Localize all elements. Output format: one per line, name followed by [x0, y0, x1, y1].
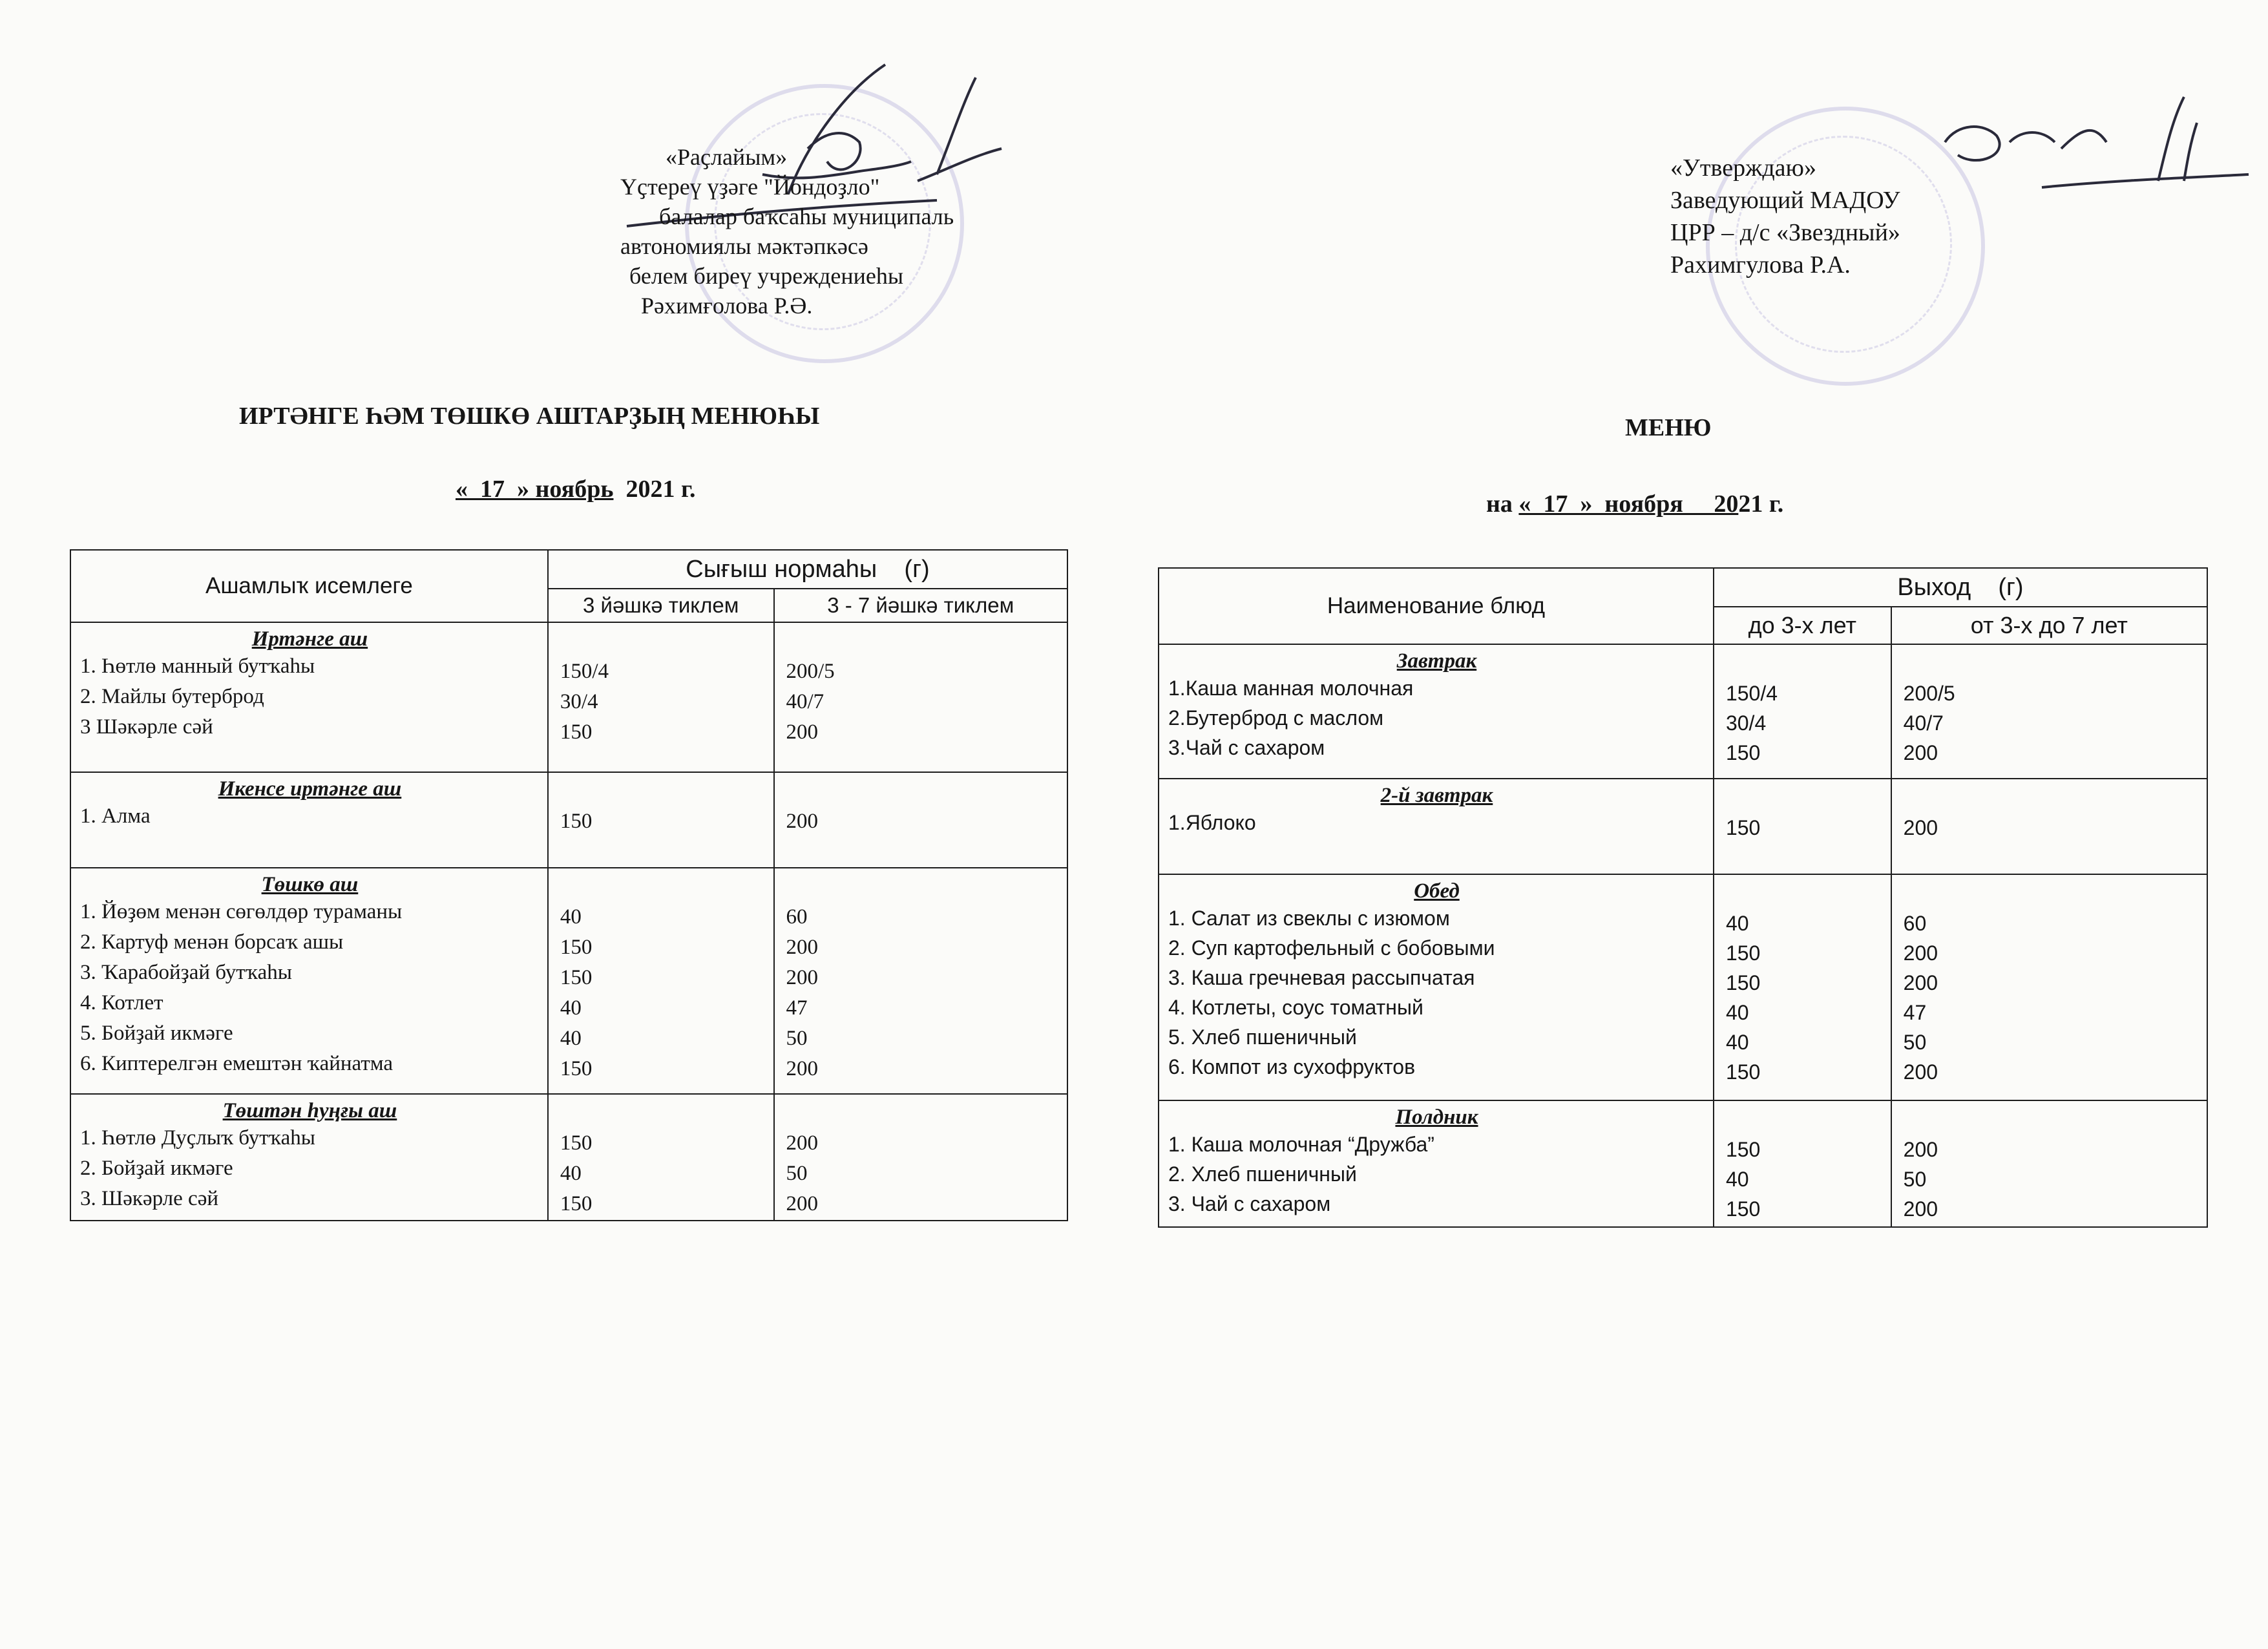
dish-item: 1. Каша молочная “Дружба” [1168, 1133, 1434, 1156]
meal-section-title: Обед [1414, 879, 1460, 903]
portion-value: 60 [1903, 912, 1927, 935]
date-year: г. [1763, 490, 1784, 518]
dish-cell [1159, 874, 1714, 1100]
approval-block-right [1670, 152, 1900, 281]
portion-value: 150 [560, 1057, 593, 1080]
portion-value: 50 [786, 1162, 808, 1185]
approval-line: Үҫтереү үҙәге "Йондоҙло" [620, 174, 880, 200]
portion-cell-b [774, 622, 1068, 772]
portion-value: 150 [1725, 1138, 1761, 1161]
approval-line: «Раҫлайым» [666, 144, 788, 170]
col-header-dish: Ашамлыҡ исемлеге [70, 550, 548, 622]
col-header-age-b: от 3-х до 7 лет [1891, 607, 2207, 644]
dish-item: 6. Компот из сухофруктов [1168, 1055, 1416, 1078]
dish-item: 1. Һөтлө манный бутҡаһы [80, 655, 315, 678]
dish-cell [70, 1094, 548, 1221]
portion-value: 150 [1725, 816, 1761, 839]
portion-value: 40 [1725, 1031, 1749, 1054]
portion-value: 60 [786, 905, 808, 929]
portion-value: 40/7 [786, 690, 824, 713]
portion-cell-a [1714, 874, 1891, 1100]
portion-value: 200 [786, 966, 818, 989]
portion-cell-b [1891, 644, 2207, 779]
portion-cell-b [774, 1094, 1068, 1221]
signature-right [1861, 84, 2262, 213]
portion-value: 150/4 [560, 660, 609, 683]
portion-value: 200 [1903, 941, 1938, 965]
date-year-mid: 21 [1738, 490, 1763, 518]
portion-value: 150/4 [1725, 682, 1778, 705]
table-body [1159, 644, 2207, 1227]
dish-item: 1. Һөтлө Дуҫлыҡ бутҡаһы [80, 1126, 315, 1150]
portion-value: 200 [786, 1131, 818, 1155]
portion-value: 200 [786, 936, 818, 959]
portion-value: 47 [786, 996, 808, 1020]
portion-value: 200 [1903, 1197, 1938, 1221]
date-day-month: « 17 » ноябрь [456, 476, 614, 503]
portion-value: 150 [1725, 1197, 1761, 1221]
col-header-output: Выход (г) [1714, 568, 2207, 607]
approval-block-left [620, 142, 954, 320]
dish-item: 3. Шәкәрле сәй [80, 1187, 219, 1210]
menu-section-row [1159, 1100, 2207, 1227]
dish-item: 3 Шәкәрле сәй [80, 715, 213, 739]
menu-section-row [1159, 644, 2207, 779]
dish-item: 5. Бойҙай икмәге [80, 1022, 233, 1045]
dish-item: 1.Яблоко [1168, 811, 1256, 834]
portion-value: 47 [1903, 1001, 1927, 1024]
col-header-output: Сығыш нормаһы (г) [548, 550, 1067, 589]
portion-value: 150 [1725, 741, 1761, 764]
portion-cell-a [548, 868, 774, 1094]
approval-line: ЦРР – д/с «Звездный» [1670, 219, 1900, 246]
portion-value: 40 [560, 1162, 582, 1185]
dish-item: 1. Салат из свеклы с изюмом [1168, 907, 1450, 930]
portion-cell-a [1714, 644, 1891, 779]
dish-cell [1159, 644, 1714, 779]
dish-item: 2. Суп картофельный с бобовыми [1168, 936, 1495, 960]
portion-value: 40 [1725, 1168, 1749, 1191]
dish-item: 1. Алма [80, 804, 151, 828]
meal-section-title: Төштән һуңғы аш [222, 1099, 397, 1122]
portion-value: 200 [1903, 1060, 1938, 1084]
col-header-dish: Наименование блюд [1159, 568, 1714, 644]
approval-line: Заведующий МАДОУ [1670, 187, 1900, 214]
dish-item: 4. Котлет [80, 991, 163, 1014]
portion-value: 200 [1903, 741, 1938, 764]
portion-value: 150 [560, 720, 593, 744]
portion-value: 200 [786, 1192, 818, 1215]
menu-section-row [70, 868, 1067, 1094]
meal-section-title: Иртәнге аш [251, 627, 368, 651]
date-year: 2021 г. [613, 476, 696, 503]
portion-cell-a [1714, 1100, 1891, 1227]
dish-item: 3. Чай с сахаром [1168, 1192, 1331, 1215]
approval-line: автономиялы мәктәпкәсә [620, 233, 868, 259]
dish-cell [70, 868, 548, 1094]
dish-item: 1. Йөҙөм менән сөгөлдөр тураманы [80, 900, 403, 923]
portion-value: 150 [1725, 971, 1761, 994]
portion-value: 200/5 [786, 660, 835, 683]
portion-cell-b [774, 772, 1068, 868]
portion-value: 150 [560, 966, 593, 989]
portion-value: 200/5 [1903, 682, 1955, 705]
dish-item: 2. Майлы бутерброд [80, 685, 264, 708]
menu-section-row [70, 772, 1067, 868]
dish-item: 6. Киптерелгән емештән ҡайнатма [80, 1052, 394, 1075]
menu-table-left [70, 549, 1068, 1221]
approval-line: балалар баҡсаһы муниципаль [659, 204, 954, 229]
col-header-age-a: до 3-х лет [1714, 607, 1891, 644]
portion-value: 150 [1725, 941, 1761, 965]
portion-cell-b [1891, 779, 2207, 874]
dish-cell [1159, 1100, 1714, 1227]
portion-value: 40 [1725, 1001, 1749, 1024]
portion-value: 200 [786, 720, 818, 744]
portion-value: 150 [560, 936, 593, 959]
dish-item: 1.Каша манная молочная [1168, 677, 1414, 700]
portion-cell-a [548, 1094, 774, 1221]
dish-item: 3. Ҡарабойҙай бутҡаһы [80, 961, 292, 984]
portion-value: 40 [560, 996, 582, 1020]
dish-item: 3. Каша гречневая рассыпчатая [1168, 966, 1475, 989]
portion-value: 50 [786, 1027, 808, 1050]
portion-value: 200 [1903, 1138, 1938, 1161]
menu-table-right [1158, 567, 2208, 1228]
menu-date-right [1486, 490, 1783, 518]
portion-value: 30/4 [560, 690, 598, 713]
portion-value: 200 [1903, 971, 1938, 994]
portion-value: 40 [560, 905, 582, 929]
portion-value: 40 [1725, 912, 1749, 935]
menu-section-row [1159, 779, 2207, 874]
dish-item: 5. Хлеб пшеничный [1168, 1025, 1357, 1049]
dish-cell [70, 772, 548, 868]
dish-cell [70, 622, 548, 772]
portion-cell-a [548, 622, 774, 772]
table-body [70, 622, 1067, 1221]
portion-value: 200 [786, 1057, 818, 1080]
date-day-month: « 17 » ноября 20 [1518, 490, 1739, 518]
portion-value: 150 [1725, 1060, 1761, 1084]
portion-value: 200 [786, 810, 818, 833]
dish-cell [1159, 779, 1714, 874]
portion-cell-b [1891, 874, 2207, 1100]
portion-value: 40 [560, 1027, 582, 1050]
portion-value: 200 [1903, 816, 1938, 839]
dish-item: 2. Хлеб пшеничный [1168, 1162, 1357, 1186]
dish-item: 3.Чай с сахаром [1168, 736, 1325, 759]
col-header-age-b: 3 - 7 йәшкә тиклем [774, 589, 1068, 622]
menu-title-left: ИРТӘНГЕ ҺӘМ ТӨШКӨ АШТАРҘЫҢ МЕНЮҺЫ [239, 403, 820, 430]
portion-value: 50 [1903, 1168, 1927, 1191]
menu-section-row [1159, 874, 2207, 1100]
menu-title-right: МЕНЮ [1625, 414, 1712, 441]
col-header-age-a: 3 йәшкә тиклем [548, 589, 774, 622]
approval-line: Рәхимғолова Р.Ә. [641, 293, 813, 319]
portion-cell-a [548, 772, 774, 868]
meal-section-title: Икенсе иртәнге аш [218, 777, 402, 801]
menu-section-row [70, 622, 1067, 772]
approval-line: Рахимгулова Р.А. [1670, 251, 1851, 278]
meal-section-title: 2-й завтрак [1380, 784, 1493, 807]
menu-section-row [70, 1094, 1067, 1221]
dish-item: 2. Бойҙай икмәге [80, 1157, 233, 1180]
portion-value: 50 [1903, 1031, 1927, 1054]
meal-section-title: Полдник [1395, 1106, 1478, 1129]
portion-value: 150 [560, 1192, 593, 1215]
portion-value: 40/7 [1903, 711, 1944, 735]
portion-value: 30/4 [1725, 711, 1767, 735]
meal-section-title: Төшкө аш [261, 873, 359, 896]
approval-line: «Утверждаю» [1670, 154, 1816, 182]
meal-section-title: Завтрак [1396, 649, 1477, 673]
dish-item: 2.Бутерброд с маслом [1168, 706, 1384, 730]
dish-item: 2. Картуф менән борсаҡ ашы [80, 930, 344, 954]
portion-value: 150 [560, 1131, 593, 1155]
dish-item: 4. Котлеты, соус томатный [1168, 996, 1423, 1019]
date-prefix: на [1486, 490, 1519, 518]
portion-cell-b [774, 868, 1068, 1094]
menu-date-left [456, 475, 695, 503]
portion-cell-b [1891, 1100, 2207, 1227]
approval-line: белем биреү учреждениеһы [629, 263, 904, 289]
portion-cell-a [1714, 779, 1891, 874]
portion-value: 150 [560, 810, 593, 833]
